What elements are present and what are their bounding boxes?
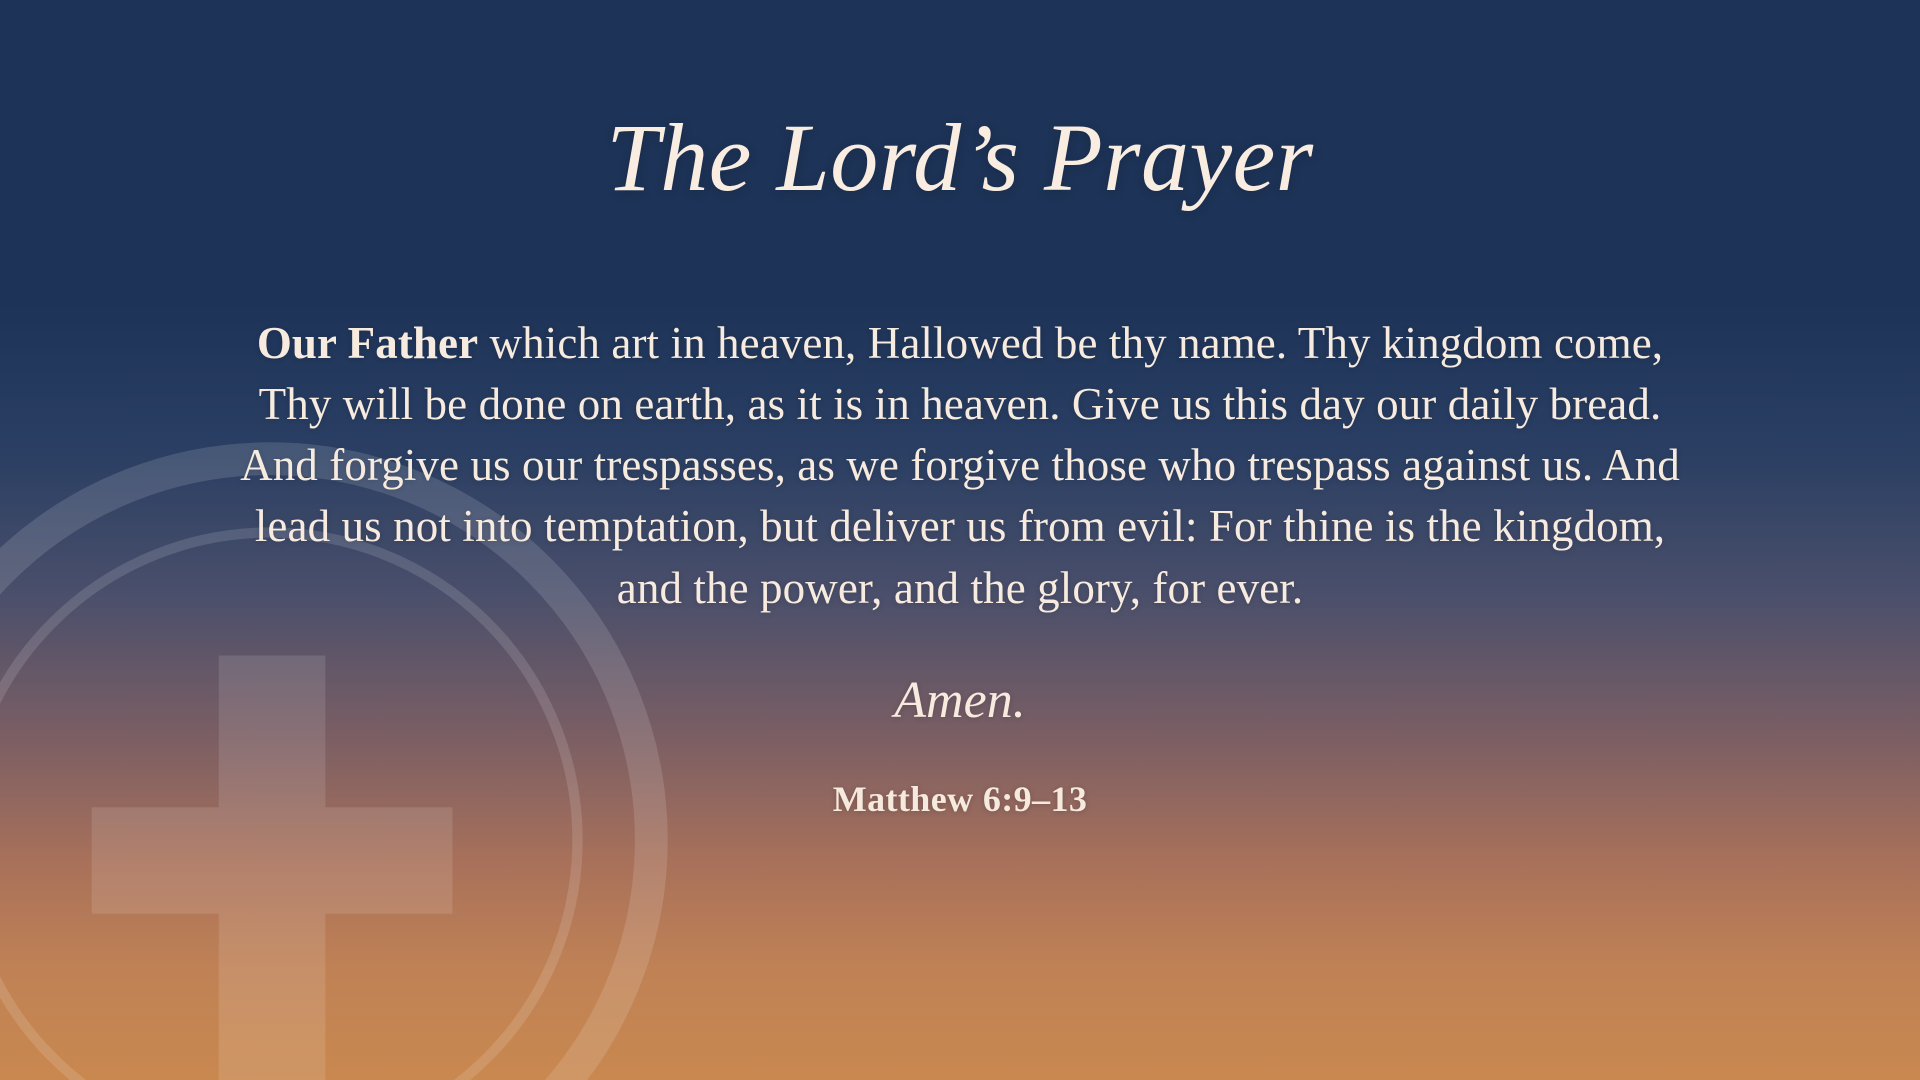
scripture-reference: Matthew 6:9–13: [832, 778, 1088, 819]
prayer-body: [240, 209, 1680, 619]
amen-text: Amen.: [894, 671, 1026, 729]
prayer-remaining-text: which art in heaven, Hallowed be thy name. Thy kingdom come, Thy will be done on earth, as it is in heaven. Give us this day our daily bread. And forgive us our trespasses, as we forgive those who trespass against us. And lead us not into temptation, but deliver us from evil: For thine is the kingdom, and the power, and the glory, for ever.: [240, 317, 1680, 613]
prayer-lead-phrase: Our Father: [256, 317, 479, 368]
page-title: The Lord’s Prayer: [606, 104, 1314, 211]
